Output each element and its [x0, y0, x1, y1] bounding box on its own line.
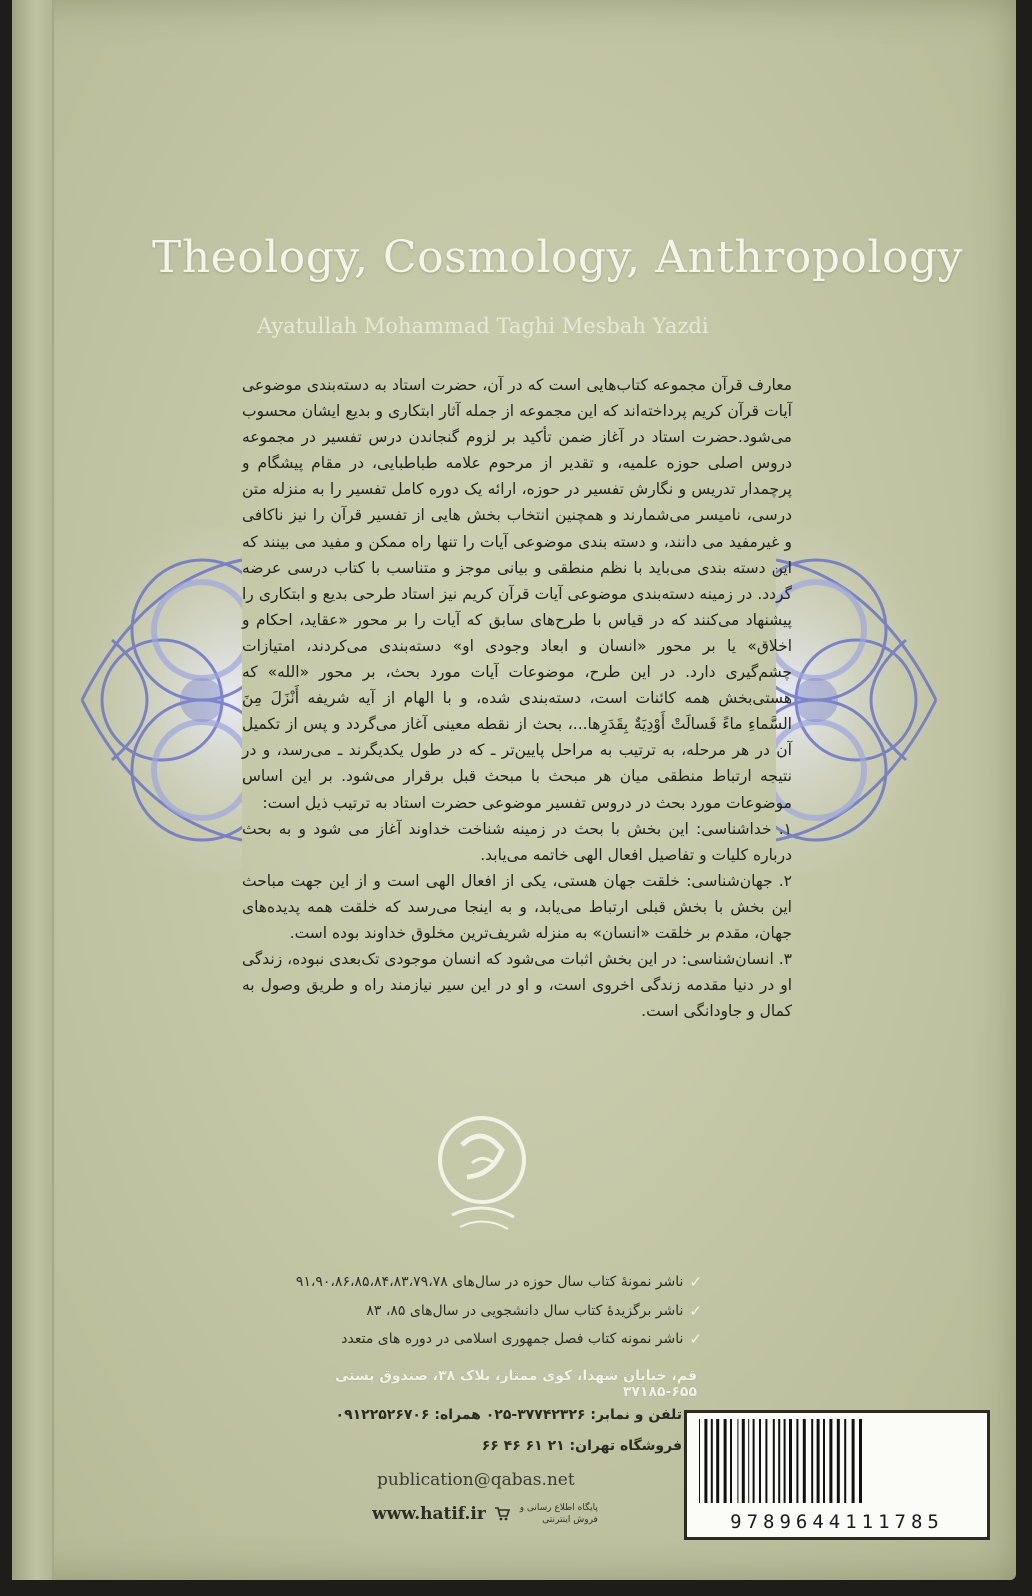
check-icon: ✓: [689, 1330, 702, 1348]
barcode-bars: [695, 1419, 975, 1507]
phone-fax: تلفن و نمابر: ۳۷۷۴۲۳۲۶-۰۲۵ همراه: ۰۹۱۲۲۵۲۶۷۰۶: [335, 1407, 682, 1423]
tehran-store-phone: فروشگاه تهران: ۲۱ ۶۱ ۴۶ ۶۶: [481, 1438, 682, 1454]
right-arabesque-ornament: [776, 520, 966, 880]
publisher-website-link[interactable]: www.hatif.ir: [372, 1504, 486, 1524]
description-item-theology: ۱. خداشناسی: این بخش با بحث در زمینه شناخت خداوند آغاز می شود و به بحث درباره کلیات و تفاصیل افعال الهی خاتمه می‌یابد.: [242, 819, 792, 864]
award-item: ✓ ناشر برگزیدهٔ کتاب سال دانشجویی در سال‌های ۸۵، ۸۳: [262, 1297, 702, 1326]
isbn-barcode: [684, 1410, 990, 1540]
left-arabesque-ornament: [52, 520, 242, 880]
website-row: [372, 1497, 662, 1531]
publisher-email[interactable]: publication@qabas.net: [377, 1470, 575, 1490]
book-description: [242, 372, 792, 1024]
book-title-english: Theology, Cosmology, Anthropology: [152, 232, 963, 283]
check-icon: ✓: [689, 1301, 702, 1320]
description-item-anthropology: ۳. انسان‌شناسی: در این بخش اثبات می‌شود که انسان موجودی تک‌بعدی نبوده، زندگی او در دنیا مقدمه زندگی اخروی است، و او در این سیر نیازمند راه و طریق وصول به کمال و جاودانگی است.: [242, 950, 792, 1021]
author-name-english: Ayatullah Mohammad Taghi Mesbah Yazdi: [257, 314, 709, 338]
description-intro-paragraph: معارف قرآن مجموعه کتاب‌هایی است که در آن، حضرت استاد به دسته‌بندی موضوعی آیات قرآن کریم پرداخته‌اند که این مجموعه از جمله آثار ابتکاری و بدیع ایشان محسوب می‌شود.حضرت استاد در آغاز ضمن تأکید بر لزوم گنجاندن درس تفسیر در مجموعه دروس اصلی حوزه علمیه، و تقدیر از مرحوم علامه طباطبایی، در مقام پیشگام و پرچمدار تدریس و نگارش تفسیر در حوزه، ارائه یک دوره کامل تفسیر را به منزله متن درسی، نامیسر می‌شمارند و همچنین انتخاب بخش هایی از تفسیر قرآن را نیز ناکافی و غیرمفید می دانند، و دسته بندی موضوعی آیات را تنها راه ممکن و مفید می بینند که این دسته بندی می‌باید با نظم منطقی و بیانی موجز و متناسب با کتاب درسی عرضه گردد. در زمینه دسته‌بندی موضوعی آیات قرآن کریم نیز استاد طرحی بدیع و ابتکاری را پیشنهاد می‌کنند که در قیاس با طرح‌های سابق که آیات را بر محور «عقاید، احکام و اخلاق» یا بر محور «انسان و ابعاد وجودی او» دسته‌بندی می‌کردند، امتیازات چشم‌گیری دارد. در این طرح، موضوعات آیات مورد بحث، بر محور «الله» که هستی‌بخش همه کائنات است، دسته‌بندی شده، و با الهام از آیه شریفه أَنْزَلَ مِنَ السَّماءِ ماءً فَسالَتْ أَوْدِيَةٌ بِقَدَرِها...، بحث از نقطه معینی آغاز می‌گردد و پس از تکمیل آن در هر مرحله، به ترتیب به مراحل پایین‌تر ـ که در طول یکدیگرند ـ می‌رسد، و در نتیجه ارتباط منطقی میان هر مبحث با مبحث قبل برقرار می‌شود. بر این اساس موضوعات مورد بحث در دروس تفسیر موضوعی حضرت استاد به ترتیب ذیل است:: [242, 376, 792, 812]
publisher-logo-icon: [422, 1105, 542, 1235]
shopping-cart-icon: [494, 1507, 510, 1521]
book-back-cover: [12, 0, 1016, 1580]
award-item: ✓ ناشر نمونه کتاب فصل جمهوری اسلامی در دوره های متعدد: [262, 1325, 702, 1354]
publisher-address: قم، خیابان شهدا، کوی ممتاز، پلاک ۳۸، صندوق پستی ۶۵۵-۳۷۱۸۵: [335, 1368, 697, 1400]
book-spine: [12, 0, 54, 1580]
contact-phones: [282, 1400, 682, 1462]
online-shop-label: پایگاه اطلاع رسانی و فروش اینترنتی: [519, 1503, 598, 1525]
description-item-cosmology: ۲. جهان‌شناسی: خلقت جهان هستی، یکی از افعال الهی است و از این جهت مباحث این بخش با بخش قبلی ارتباط می‌یابد، و به اینجا می‌رسد که خلقت همه پدیده‌های جهان، مقدم بر خلقت «انسان» به منزله شریف‌ترین مخلوق خداوند بوده است.: [242, 871, 792, 942]
award-item: ✓ ناشر نمونهٔ کتاب سال حوزه در سال‌های ۹۱،۹۰،۸۶،۸۵،۸۴،۸۳،۷۹،۷۸: [262, 1268, 702, 1297]
check-icon: ✓: [689, 1273, 702, 1291]
isbn-number: 9789644111785: [730, 1511, 944, 1533]
publisher-awards-list: [262, 1268, 702, 1354]
